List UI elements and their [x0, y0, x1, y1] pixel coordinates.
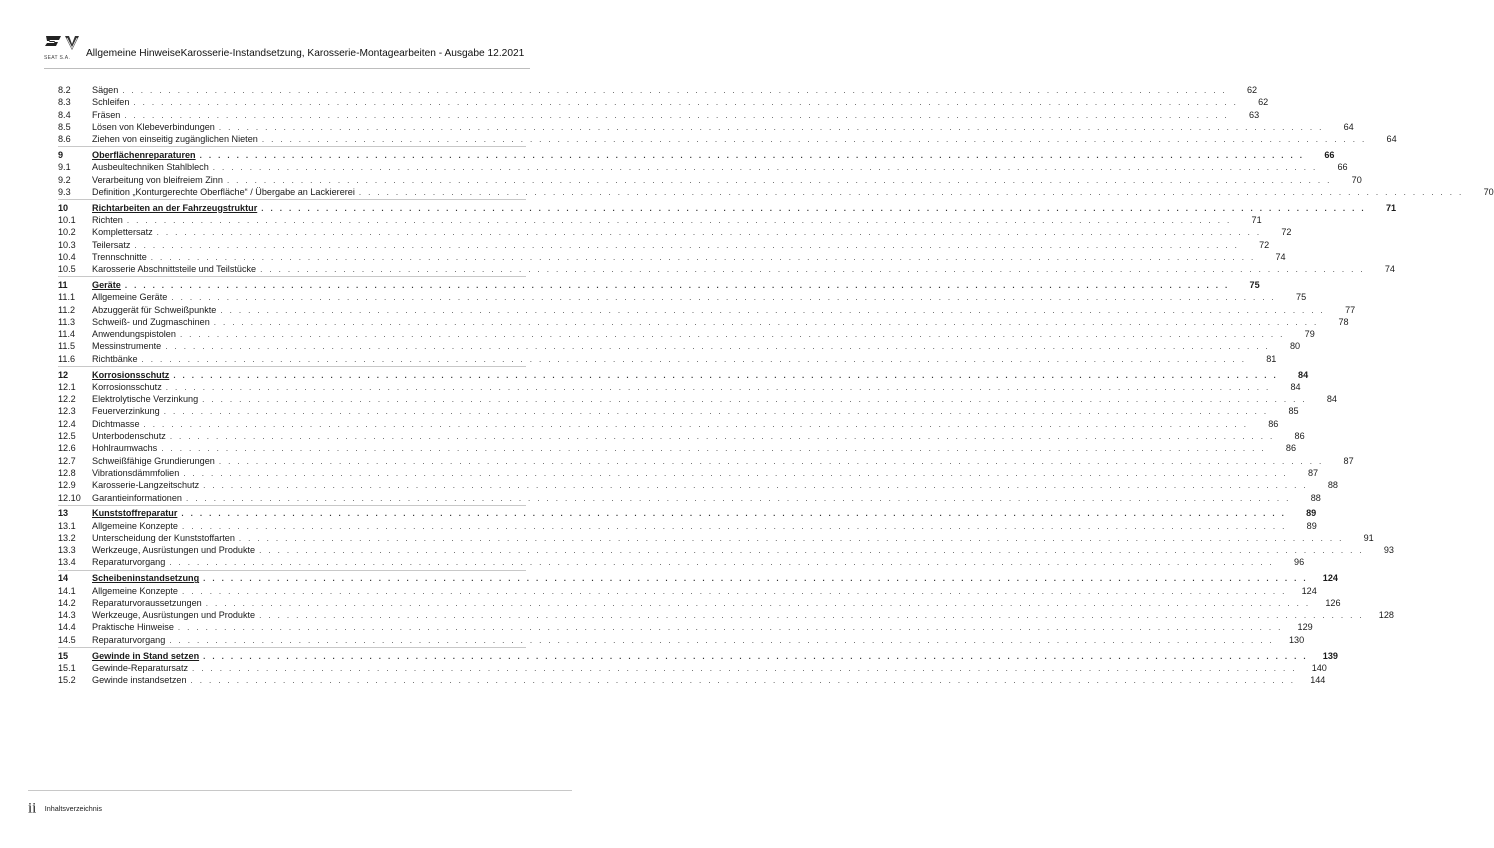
- toc-entry-title: Hohlraumwachs: [92, 443, 158, 454]
- dot-leader: . . . . . . . . . . . . . . . . . . . . . . . . . . . . . . . . . . . . . . . . . . . . . . . . . . . . . . . . . . . . . . . . . . . . . . . . . . . . . . . . . . . . . . . . . . . . . . . . . . . . . . . . . . . . . . . . . . . . . . . .: [124, 110, 1230, 120]
- toc-entry-page: 86: [1294, 431, 1305, 442]
- toc-entry-page: 64: [1343, 121, 1354, 132]
- dot-leader: . . . . . . . . . . . . . . . . . . . . . . . . . . . . . . . . . . . . . . . . . . . . . . . . . . . . . . . . . . . . . . . . . . . . . . . . . . . . . . . . . . . . . . . . . . . . . . . . . . . . . . . . . . . . . . . . . . . . . . . .: [126, 215, 1232, 225]
- toc-entry-page: 70: [1351, 174, 1362, 185]
- toc-entry-number: 13: [58, 508, 69, 519]
- toc-entry-number: 10.2: [58, 227, 76, 238]
- dot-leader: . . . . . . . . . . . . . . . . . . . . . . . . . . . . . . . . . . . . . . . . . . . . . . . . . . . . . . . . . . . . . . . . . . . . . . . . . . . . . . . . . . . . . . . . . . . . . . . . . . . . . . . . . . . . . . . . . . . . . . . .: [220, 305, 1326, 315]
- dot-leader: . . . . . . . . . . . . . . . . . . . . . . . . . . . . . . . . . . . . . . . . . . . . . . . . . . . . . . . . . . . . . . . . . . . . . . . . . . . . . . . . . . . . . . . . . . . . . . . . . . . . . . . . . . . . . . . . . . . . . . . .: [181, 521, 1287, 531]
- dot-leader: . . . . . . . . . . . . . . . . . . . . . . . . . . . . . . . . . . . . . . . . . . . . . . . . . . . . . . . . . . . . . . . . . . . . . . . . . . . . . . . . . . . . . . . . . . . . . . . . . . . . . . . . . . . . . . . . . . . . . . . .: [185, 493, 1291, 503]
- toc-entry-title: Oberflächenreparaturen: [92, 149, 196, 160]
- page-number: ii: [28, 800, 37, 817]
- dot-leader: . . . . . . . . . . . . . . . . . . . . . . . . . . . . . . . . . . . . . . . . . . . . . . . . . . . . . . . . . . . . . . . . . . . . . . . . . . . . . . . . . . . . . . . . . . . . . . . . . . . . . . . . . . . . . . . . . . . . . . . .: [124, 280, 1230, 290]
- toc-entry[interactable]: [58, 251, 1286, 263]
- dot-leader: . . . . . . . . . . . . . . . . . . . . . . . . . . . . . . . . . . . . . . . . . . . . . . . . . . . . . . . . . . . . . . . . . . . . . . . . . . . . . . . . . . . . . . . . . . . . . . . . . . . . . . . . . . . . . . . . . . . . . . . .: [203, 481, 1308, 491]
- toc-entry-page: 66: [1337, 162, 1348, 173]
- toc-entry-page: 89: [1306, 508, 1317, 519]
- toc-chapter-entry[interactable]: [58, 369, 1309, 381]
- toc-entry[interactable]: [58, 316, 1349, 328]
- toc-entry[interactable]: [58, 585, 1317, 597]
- toc-entry-page: 86: [1268, 418, 1279, 429]
- toc-chapter-entry[interactable]: [58, 202, 1397, 214]
- toc-entry[interactable]: [58, 186, 1494, 198]
- logo-caption: SEAT S.A.: [44, 55, 71, 61]
- toc-entry-number: 14.4: [58, 622, 76, 633]
- dot-leader: . . . . . . . . . . . . . . . . . . . . . . . . . . . . . . . . . . . . . . . . . . . . . . . . . . . . . . . . . . . . . . . . . . . . . . . . . . . . . . . . . . . . . . . . . . . . . . . . . . . . . . . . . . . . . . . . . . . . . . . .: [190, 676, 1296, 686]
- chapter-separator: [58, 276, 526, 277]
- dot-leader: . . . . . . . . . . . . . . . . . . . . . . . . . . . . . . . . . . . . . . . . . . . . . . . . . . . . . . . . . . . . . . . . . . . . . . . . . . . . . . . . . . . . . . . . . . . . . . . . . . . . . . . . . . . . . . . . . . . . . . . .: [181, 509, 1287, 519]
- toc-entry-number: 10.1: [58, 214, 76, 225]
- dot-leader: . . . . . . . . . . . . . . . . . . . . . . . . . . . . . . . . . . . . . . . . . . . . . . . . . . . . . . . . . . . . . . . . . . . . . . . . . . . . . . . . . . . . . . . . . . . . . . . . . . . . . . . . . . . . . . . . . . . . . . . .: [133, 98, 1239, 108]
- toc-entry-number: 11.1: [58, 292, 76, 303]
- toc-entry-number: 10.4: [58, 251, 76, 262]
- toc-entry-title: Feuerverzinkung: [92, 406, 160, 417]
- toc-entry[interactable]: [58, 674, 1326, 686]
- dot-leader: . . . . . . . . . . . . . . . . . . . . . . . . . . . . . . . . . . . . . . . . . . . . . . . . . . . . . . . . . . . . . . . . . . . . . . . . . . . . . . . . . . . . . . . . . . . . . . . . . . . . . . . . . . . . . . . . . . . . . . . .: [199, 150, 1305, 160]
- dot-leader: . . . . . . . . . . . . . . . . . . . . . . . . . . . . . . . . . . . . . . . . . . . . . . . . . . . . . . . . . . . . . . . . . . . . . . . . . . . . . . . . . . . . . . . . . . . . . . . . . . . . . . . . . . . . . . . . . . . . . . . .: [183, 468, 1289, 478]
- dot-leader: . . . . . . . . . . . . . . . . . . . . . . . . . . . . . . . . . . . . . . . . . . . . . . . . . . . . . . . . . . . . . . . . . . . . . . . . . . . . . . . . . . . . . . . . . . . . . . . . . . . . . . . . . . . . . . . . . . . . . . . .: [134, 240, 1240, 250]
- toc-entry-title: Geräte: [92, 279, 121, 290]
- dot-leader: . . . . . . . . . . . . . . . . . . . . . . . . . . . . . . . . . . . . . . . . . . . . . . . . . . . . . . . . . . . . . . . . . . . . . . . . . . . . . . . . . . . . . . . . . . . . . . . . . . . . . . . . . . . . . . . . . . . . . . . .: [238, 533, 1344, 543]
- toc-entry-title: Elektrolytische Verzinkung: [92, 394, 199, 405]
- toc-entry-title: Richtbänke: [92, 353, 138, 364]
- toc-entry-page: 77: [1345, 304, 1356, 315]
- toc-entry-page: 74: [1275, 251, 1286, 262]
- toc-chapter-entry[interactable]: [58, 572, 1338, 584]
- dot-leader: . . . . . . . . . . . . . . . . . . . . . . . . . . . . . . . . . . . . . . . . . . . . . . . . . . . . . . . . . . . . . . . . . . . . . . . . . . . . . . . . . . . . . . . . . . . . . . . . . . . . . . . . . . . . . . . . . . . . . . . .: [122, 86, 1228, 95]
- toc-entry-number: 14.3: [58, 610, 76, 621]
- dot-leader: . . . . . . . . . . . . . . . . . . . . . . . . . . . . . . . . . . . . . . . . . . . . . . . . . . . . . . . . . . . . . . . . . . . . . . . . . . . . . . . . . . . . . . . . . . . . . . . . . . . . . . . . . . . . . . . . . . . . . . . .: [261, 135, 1367, 145]
- toc-entry[interactable]: [58, 405, 1299, 417]
- dot-leader: . . . . . . . . . . . . . . . . . . . . . . . . . . . . . . . . . . . . . . . . . . . . . . . . . . . . . . . . . . . . . . . . . . . . . . . . . . . . . . . . . . . . . . . . . . . . . . . . . . . . . . . . . . . . . . . . . . . . . . . .: [181, 586, 1287, 596]
- toc-entry-number: 13.3: [58, 545, 76, 556]
- toc-entry-page: 75: [1249, 279, 1260, 290]
- chapter-separator: [58, 570, 526, 571]
- toc-entry-page: 64: [1386, 134, 1397, 145]
- dot-leader: . . . . . . . . . . . . . . . . . . . . . . . . . . . . . . . . . . . . . . . . . . . . . . . . . . . . . . . . . . . . . . . . . . . . . . . . . . . . . . . . . . . . . . . . . . . . . . . . . . . . . . . . . . . . . . . . . . . . . . . .: [203, 574, 1308, 584]
- dot-leader: . . . . . . . . . . . . . . . . . . . . . . . . . . . . . . . . . . . . . . . . . . . . . . . . . . . . . . . . . . . . . . . . . . . . . . . . . . . . . . . . . . . . . . . . . . . . . . . . . . . . . . . . . . . . . . . . . . . . . . . .: [205, 598, 1311, 608]
- toc-entry-title: Schleifen: [92, 97, 130, 108]
- toc-entry-title: Scheibeninstandsetzung: [92, 573, 200, 584]
- toc-entry-title: Gewinde instandsetzen: [92, 675, 187, 686]
- toc-entry-title: Anwendungspistolen: [92, 329, 176, 340]
- dot-leader: . . . . . . . . . . . . . . . . . . . . . . . . . . . . . . . . . . . . . . . . . . . . . . . . . . . . . . . . . . . . . . . . . . . . . . . . . . . . . . . . . . . . . . . . . . . . . . . . . . . . . . . . . . . . . . . . . . . . . . . .: [165, 342, 1271, 352]
- toc-entry[interactable]: [58, 304, 1356, 316]
- toc-entry-number: 14: [58, 573, 69, 584]
- toc-entry-page: 78: [1338, 316, 1349, 327]
- toc-entry-number: 15.2: [58, 675, 76, 686]
- dot-leader: . . . . . . . . . . . . . . . . . . . . . . . . . . . . . . . . . . . . . . . . . . . . . . . . . . . . . . . . . . . . . . . . . . . . . . . . . . . . . . . . . . . . . . . . . . . . . . . . . . . . . . . . . . . . . . . . . . . . . . . .: [259, 546, 1364, 556]
- toc-entry-number: 14.5: [58, 634, 76, 645]
- toc-entry-number: 8.5: [58, 121, 71, 132]
- page-footer: [28, 800, 102, 818]
- toc-entry-title: Ausbeultechniken Stahlblech: [92, 162, 209, 173]
- toc-entry[interactable]: [58, 597, 1341, 609]
- toc-entry-number: 10.3: [58, 239, 76, 250]
- toc-entry-title: Korrosionsschutz: [92, 381, 162, 392]
- toc-entry[interactable]: [58, 479, 1338, 491]
- toc-entry-number: 11.6: [58, 353, 76, 364]
- dot-leader: . . . . . . . . . . . . . . . . . . . . . . . . . . . . . . . . . . . . . . . . . . . . . . . . . . . . . . . . . . . . . . . . . . . . . . . . . . . . . . . . . . . . . . . . . . . . . . . . . . . . . . . . . . . . . . . . . . . . . . . .: [169, 432, 1275, 442]
- dot-leader: . . . . . . . . . . . . . . . . . . . . . . . . . . . . . . . . . . . . . . . . . . . . . . . . . . . . . . . . . . . . . . . . . . . . . . . . . . . . . . . . . . . . . . . . . . . . . . . . . . . . . . . . . . . . . . . . . . . . . . . .: [150, 252, 1256, 262]
- toc-entry[interactable]: [58, 467, 1319, 479]
- toc-entry-number: 12.2: [58, 394, 76, 405]
- toc-entry[interactable]: [58, 214, 1262, 226]
- toc-entry[interactable]: [58, 84, 1258, 96]
- chapter-separator: [58, 199, 526, 200]
- toc-entry[interactable]: [58, 418, 1279, 430]
- dot-leader: . . . . . . . . . . . . . . . . . . . . . . . . . . . . . . . . . . . . . . . . . . . . . . . . . . . . . . . . . . . . . . . . . . . . . . . . . . . . . . . . . . . . . . . . . . . . . . . . . . . . . . . . . . . . . . . . . . . . . . . .: [212, 163, 1318, 173]
- dot-leader: . . . . . . . . . . . . . . . . . . . . . . . . . . . . . . . . . . . . . . . . . . . . . . . . . . . . . . . . . . . . . . . . . . . . . . . . . . . . . . . . . . . . . . . . . . . . . . . . . . . . . . . . . . . . . . . . . . . . . . . .: [226, 175, 1332, 185]
- toc-entry[interactable]: [58, 226, 1292, 238]
- toc-entry-number: 11: [58, 279, 68, 290]
- toc-entry-page: 93: [1383, 545, 1394, 556]
- toc-entry-title: Reparaturvorgang: [92, 634, 166, 645]
- toc-chapter-entry[interactable]: [58, 149, 1335, 161]
- dot-leader: . . . . . . . . . . . . . . . . . . . . . . . . . . . . . . . . . . . . . . . . . . . . . . . . . . . . . . . . . . . . . . . . . . . . . . . . . . . . . . . . . . . . . . . . . . . . . . . . . . . . . . . . . . . . . . . . . . . . . . . .: [165, 382, 1271, 392]
- toc-entry-title: Allgemeine Geräte: [92, 292, 168, 303]
- dot-leader: . . . . . . . . . . . . . . . . . . . . . . . . . . . . . . . . . . . . . . . . . . . . . . . . . . . . . . . . . . . . . . . . . . . . . . . . . . . . . . . . . . . . . . . . . . . . . . . . . . . . . . . . . . . . . . . . . . . . . . . .: [169, 558, 1275, 568]
- toc-entry-number: 9: [58, 149, 64, 160]
- toc-entry-title: Allgemeine Konzepte: [92, 520, 178, 531]
- toc-entry-page: 70: [1483, 186, 1494, 197]
- toc-entry[interactable]: [58, 609, 1394, 621]
- toc-entry[interactable]: [58, 109, 1260, 121]
- toc-entry[interactable]: [58, 291, 1307, 303]
- toc-entry-page: 84: [1326, 394, 1337, 405]
- dot-leader: . . . . . . . . . . . . . . . . . . . . . . . . . . . . . . . . . . . . . . . . . . . . . . . . . . . . . . . . . . . . . . . . . . . . . . . . . . . . . . . . . . . . . . . . . . . . . . . . . . . . . . . . . . . . . . . . . . . . . . . .: [261, 203, 1367, 213]
- toc-entry[interactable]: [58, 455, 1354, 467]
- header-divider: [44, 68, 530, 69]
- toc-chapter-entry[interactable]: [58, 507, 1317, 519]
- toc-entry[interactable]: [58, 520, 1317, 532]
- section-name: Inhaltsverzeichnis: [44, 804, 102, 814]
- toc-entry-number: 12.6: [58, 443, 76, 454]
- toc-entry-title: Werkzeuge, Ausrüstungen und Produkte: [92, 545, 256, 556]
- toc-entry-page: 84: [1290, 381, 1301, 392]
- toc-chapter-entry[interactable]: [58, 650, 1338, 662]
- toc-entry-page: 71: [1251, 214, 1262, 225]
- toc-entry-title: Richten: [92, 214, 123, 225]
- toc-entry[interactable]: [58, 662, 1327, 674]
- toc-entry[interactable]: [58, 381, 1301, 393]
- toc-entry-title: Vibrationsdämmfolien: [92, 467, 180, 478]
- dot-leader: . . . . . . . . . . . . . . . . . . . . . . . . . . . . . . . . . . . . . . . . . . . . . . . . . . . . . . . . . . . . . . . . . . . . . . . . . . . . . . . . . . . . . . . . . . . . . . . . . . . . . . . . . . . . . . . . . . . . . . . .: [260, 265, 1365, 275]
- toc-entry-number: 12.5: [58, 431, 76, 442]
- toc-entry[interactable]: [58, 393, 1337, 405]
- toc-entry-number: 13.2: [58, 532, 76, 543]
- dot-leader: . . . . . . . . . . . . . . . . . . . . . . . . . . . . . . . . . . . . . . . . . . . . . . . . . . . . . . . . . . . . . . . . . . . . . . . . . . . . . . . . . . . . . . . . . . . . . . . . . . . . . . . . . . . . . . . . . . . . . . . .: [192, 663, 1297, 673]
- toc-entry-number: 10: [58, 202, 69, 213]
- toc-entry-page: 62: [1247, 85, 1258, 95]
- table-of-contents: [58, 84, 1494, 686]
- toc-entry-title: Richtarbeiten an der Fahrzeugstruktur: [92, 202, 258, 213]
- toc-entry-page: 126: [1325, 597, 1341, 608]
- toc-entry-title: Kunststoffreparatur: [92, 508, 178, 519]
- toc-entry-page: 130: [1288, 634, 1305, 645]
- toc-entry-title: Fräsen: [92, 109, 121, 120]
- toc-entry-page: 72: [1259, 239, 1270, 250]
- toc-entry-title: Abzuggerät für Schweißpunkte: [92, 304, 217, 315]
- toc-entry[interactable]: [58, 174, 1362, 186]
- dot-leader: . . . . . . . . . . . . . . . . . . . . . . . . . . . . . . . . . . . . . . . . . . . . . . . . . . . . . . . . . . . . . . . . . . . . . . . . . . . . . . . . . . . . . . . . . . . . . . . . . . . . . . . . . . . . . . . . . . . . . . . .: [202, 395, 1307, 405]
- toc-entry-title: Komplettersatz: [92, 227, 153, 238]
- toc-entry[interactable]: [58, 634, 1305, 646]
- toc-entry-number: 14.2: [58, 597, 76, 608]
- dot-leader: . . . . . . . . . . . . . . . . . . . . . . . . . . . . . . . . . . . . . . . . . . . . . . . . . . . . . . . . . . . . . . . . . . . . . . . . . . . . . . . . . . . . . . . . . . . . . . . . . . . . . . . . . . . . . . . . . . . . . . . .: [143, 419, 1249, 429]
- toc-entry-page: 96: [1294, 557, 1305, 568]
- toc-entry-number: 9.1: [58, 162, 71, 173]
- toc-entry-page: 66: [1324, 149, 1335, 160]
- toc-entry-number: 8.4: [58, 109, 71, 120]
- toc-entry-page: 91: [1363, 532, 1374, 543]
- footer-divider: [28, 790, 572, 791]
- toc-entry-page: 81: [1266, 353, 1277, 364]
- toc-entry-page: 87: [1343, 455, 1354, 466]
- dot-leader: . . . . . . . . . . . . . . . . . . . . . . . . . . . . . . . . . . . . . . . . . . . . . . . . . . . . . . . . . . . . . . . . . . . . . . . . . . . . . . . . . . . . . . . . . . . . . . . . . . . . . . . . . . . . . . . . . . . . . . . .: [203, 651, 1308, 661]
- toc-entry-page: 75: [1296, 292, 1307, 303]
- toc-entry-page: 72: [1281, 227, 1292, 238]
- toc-entry-number: 11.3: [58, 316, 76, 327]
- toc-entry[interactable]: [58, 621, 1313, 633]
- chapter-separator: [58, 366, 526, 367]
- toc-entry-page: 140: [1311, 662, 1327, 673]
- toc-entry-page: 139: [1322, 650, 1338, 661]
- toc-entry[interactable]: [58, 239, 1270, 251]
- toc-entry-title: Verarbeitung von bleifreiem Zinn: [92, 174, 223, 185]
- toc-entry[interactable]: [58, 96, 1269, 108]
- toc-entry-number: 12.9: [58, 480, 76, 491]
- toc-entry-title: Gewinde in Stand setzen: [92, 650, 200, 661]
- toc-entry[interactable]: [58, 492, 1321, 504]
- dot-leader: . . . . . . . . . . . . . . . . . . . . . . . . . . . . . . . . . . . . . . . . . . . . . . . . . . . . . . . . . . . . . . . . . . . . . . . . . . . . . . . . . . . . . . . . . . . . . . . . . . . . . . . . . . . . . . . . . . . . . . . .: [218, 456, 1324, 466]
- toc-entry-title: Praktische Hinweise: [92, 622, 174, 633]
- toc-entry-page: 89: [1306, 520, 1317, 531]
- dot-leader: . . . . . . . . . . . . . . . . . . . . . . . . . . . . . . . . . . . . . . . . . . . . . . . . . . . . . . . . . . . . . . . . . . . . . . . . . . . . . . . . . . . . . . . . . . . . . . . . . . . . . . . . . . . . . . . . . . . . . . . .: [179, 330, 1285, 340]
- toc-entry-title: Garantieinformationen: [92, 492, 182, 503]
- toc-entry-title: Messinstrumente: [92, 341, 162, 352]
- toc-entry-page: 128: [1378, 610, 1394, 621]
- toc-entry-number: 12.10: [58, 492, 81, 503]
- toc-entry-title: Teilersatz: [92, 239, 131, 250]
- toc-entry[interactable]: [58, 133, 1397, 145]
- toc-entry-page: 62: [1258, 97, 1269, 108]
- toc-entry-page: 79: [1304, 329, 1315, 340]
- toc-entry-number: 11.4: [58, 329, 76, 340]
- dot-leader: . . . . . . . . . . . . . . . . . . . . . . . . . . . . . . . . . . . . . . . . . . . . . . . . . . . . . . . . . . . . . . . . . . . . . . . . . . . . . . . . . . . . . . . . . . . . . . . . . . . . . . . . . . . . . . . . . . . . . . . .: [173, 370, 1279, 380]
- toc-entry-number: 12.1: [58, 381, 76, 392]
- toc-entry-title: Unterscheidung der Kunststoffarten: [92, 532, 235, 543]
- toc-entry[interactable]: [58, 353, 1277, 365]
- toc-entry-number: 8.2: [58, 85, 71, 95]
- toc-entry-number: 12.4: [58, 418, 76, 429]
- dot-leader: . . . . . . . . . . . . . . . . . . . . . . . . . . . . . . . . . . . . . . . . . . . . . . . . . . . . . . . . . . . . . . . . . . . . . . . . . . . . . . . . . . . . . . . . . . . . . . . . . . . . . . . . . . . . . . . . . . . . . . . .: [171, 293, 1277, 303]
- toc-entry-page: 144: [1310, 675, 1326, 686]
- toc-entry-number: 13.4: [58, 557, 76, 568]
- toc-entry-page: 124: [1322, 573, 1338, 584]
- toc-entry[interactable]: [58, 121, 1354, 133]
- dot-leader: . . . . . . . . . . . . . . . . . . . . . . . . . . . . . . . . . . . . . . . . . . . . . . . . . . . . . . . . . . . . . . . . . . . . . . . . . . . . . . . . . . . . . . . . . . . . . . . . . . . . . . . . . . . . . . . . . . . . . . . .: [156, 228, 1262, 238]
- toc-entry-title: Reparaturvoraussetzungen: [92, 597, 202, 608]
- toc-entry-page: 85: [1288, 406, 1299, 417]
- document-title: Allgemeine HinweiseKarosserie-Instandsetzung, Karosserie-Montagearbeiten - Ausgabe 12.2021: [86, 48, 525, 59]
- toc-entry-number: 15: [58, 650, 69, 661]
- toc-entry[interactable]: [58, 544, 1394, 556]
- toc-entry[interactable]: [58, 532, 1374, 544]
- dot-leader: . . . . . . . . . . . . . . . . . . . . . . . . . . . . . . . . . . . . . . . . . . . . . . . . . . . . . . . . . . . . . . . . . . . . . . . . . . . . . . . . . . . . . . . . . . . . . . . . . . . . . . . . . . . . . . . . . . . . . . . .: [358, 187, 1464, 197]
- toc-entry-title: Ziehen von einseitig zugänglichen Nieten: [92, 134, 258, 145]
- toc-entry-number: 11.2: [58, 304, 76, 315]
- toc-entry-number: 12: [58, 369, 69, 380]
- dot-leader: . . . . . . . . . . . . . . . . . . . . . . . . . . . . . . . . . . . . . . . . . . . . . . . . . . . . . . . . . . . . . . . . . . . . . . . . . . . . . . . . . . . . . . . . . . . . . . . . . . . . . . . . . . . . . . . . . . . . . . . .: [213, 317, 1319, 327]
- toc-entry-page: 63: [1249, 109, 1260, 120]
- toc-entry-number: 10.5: [58, 264, 76, 275]
- toc-entry-page: 87: [1307, 467, 1319, 478]
- toc-entry-number: 8.3: [58, 97, 71, 108]
- toc-entry-page: 84: [1298, 369, 1309, 380]
- toc-entry-page: 86: [1285, 443, 1297, 454]
- dot-leader: . . . . . . . . . . . . . . . . . . . . . . . . . . . . . . . . . . . . . . . . . . . . . . . . . . . . . . . . . . . . . . . . . . . . . . . . . . . . . . . . . . . . . . . . . . . . . . . . . . . . . . . . . . . . . . . . . . . . . . . .: [169, 635, 1275, 645]
- toc-entry-title: Gewinde-Reparatursatz: [92, 662, 189, 673]
- dot-leader: . . . . . . . . . . . . . . . . . . . . . . . . . . . . . . . . . . . . . . . . . . . . . . . . . . . . . . . . . . . . . . . . . . . . . . . . . . . . . . . . . . . . . . . . . . . . . . . . . . . . . . . . . . . . . . . . . . . . . . . .: [161, 444, 1267, 454]
- toc-entry-number: 12.8: [58, 467, 76, 478]
- toc-entry[interactable]: [58, 263, 1395, 275]
- dot-leader: . . . . . . . . . . . . . . . . . . . . . . . . . . . . . . . . . . . . . . . . . . . . . . . . . . . . . . . . . . . . . . . . . . . . . . . . . . . . . . . . . . . . . . . . . . . . . . . . . . . . . . . . . . . . . . . . . . . . . . . .: [218, 122, 1324, 132]
- toc-entry-title: Unterbodenschutz: [92, 431, 166, 442]
- chapter-separator: [58, 146, 526, 147]
- toc-entry-page: 124: [1301, 585, 1317, 596]
- toc-entry-number: 15.1: [58, 662, 76, 673]
- toc-entry-title: Schweiß- und Zugmaschinen: [92, 316, 210, 327]
- toc-entry[interactable]: [58, 340, 1301, 352]
- toc-entry-title: Karosserie Abschnittsteile und Teilstücke: [92, 264, 257, 275]
- toc-entry[interactable]: [58, 556, 1305, 568]
- dot-leader: . . . . . . . . . . . . . . . . . . . . . . . . . . . . . . . . . . . . . . . . . . . . . . . . . . . . . . . . . . . . . . . . . . . . . . . . . . . . . . . . . . . . . . . . . . . . . . . . . . . . . . . . . . . . . . . . . . . . . . . .: [141, 354, 1247, 364]
- dot-leader: . . . . . . . . . . . . . . . . . . . . . . . . . . . . . . . . . . . . . . . . . . . . . . . . . . . . . . . . . . . . . . . . . . . . . . . . . . . . . . . . . . . . . . . . . . . . . . . . . . . . . . . . . . . . . . . . . . . . . . . .: [259, 611, 1364, 621]
- toc-entry-title: Reparaturvorgang: [92, 557, 166, 568]
- toc-entry-title: Karosserie-Langzeitschutz: [92, 480, 200, 491]
- dot-leader: . . . . . . . . . . . . . . . . . . . . . . . . . . . . . . . . . . . . . . . . . . . . . . . . . . . . . . . . . . . . . . . . . . . . . . . . . . . . . . . . . . . . . . . . . . . . . . . . . . . . . . . . . . . . . . . . . . . . . . . .: [177, 623, 1283, 633]
- toc-entry-page: 88: [1310, 492, 1321, 503]
- toc-entry-title: Allgemeine Konzepte: [92, 585, 178, 596]
- toc-entry-number: 12.3: [58, 406, 76, 417]
- toc-entry-number: 11.5: [58, 341, 76, 352]
- chapter-separator: [58, 647, 526, 648]
- toc-entry[interactable]: [58, 442, 1297, 454]
- toc-entry-page: 80: [1289, 341, 1301, 352]
- toc-entry-number: 9.3: [58, 186, 71, 197]
- toc-entry-number: 9.2: [58, 174, 71, 185]
- toc-entry-title: Dichtmasse: [92, 418, 140, 429]
- toc-chapter-entry[interactable]: [58, 279, 1260, 291]
- toc-entry-number: 12.7: [58, 455, 76, 466]
- toc-entry-title: Korrosionsschutz: [92, 369, 170, 380]
- toc-entry[interactable]: [58, 430, 1305, 442]
- toc-entry-title: Lösen von Klebeverbindungen: [92, 121, 215, 132]
- toc-entry-title: Trennschnitte: [92, 251, 147, 262]
- toc-entry[interactable]: [58, 161, 1348, 173]
- toc-entry-page: 71: [1385, 202, 1397, 213]
- toc-entry-page: 74: [1384, 264, 1395, 275]
- toc-entry-number: 13.1: [58, 520, 76, 531]
- toc-entry-title: Definition „Konturgerechte Oberfläche“ / Übergabe an Lackiererei: [92, 186, 355, 197]
- toc-entry-title: Schweißfähige Grundierungen: [92, 455, 215, 466]
- chapter-separator: [58, 505, 526, 506]
- toc-entry-page: 88: [1327, 480, 1338, 491]
- page-header: [44, 34, 530, 66]
- toc-entry-number: 14.1: [58, 585, 76, 596]
- dot-leader: . . . . . . . . . . . . . . . . . . . . . . . . . . . . . . . . . . . . . . . . . . . . . . . . . . . . . . . . . . . . . . . . . . . . . . . . . . . . . . . . . . . . . . . . . . . . . . . . . . . . . . . . . . . . . . . . . . . . . . . .: [163, 407, 1269, 417]
- toc-entry[interactable]: [58, 328, 1315, 340]
- toc-entry-title: Sägen: [92, 85, 119, 95]
- toc-entry-page: 129: [1297, 622, 1313, 633]
- toc-entry-number: 8.6: [58, 134, 71, 145]
- toc-entry-title: Werkzeuge, Ausrüstungen und Produkte: [92, 610, 256, 621]
